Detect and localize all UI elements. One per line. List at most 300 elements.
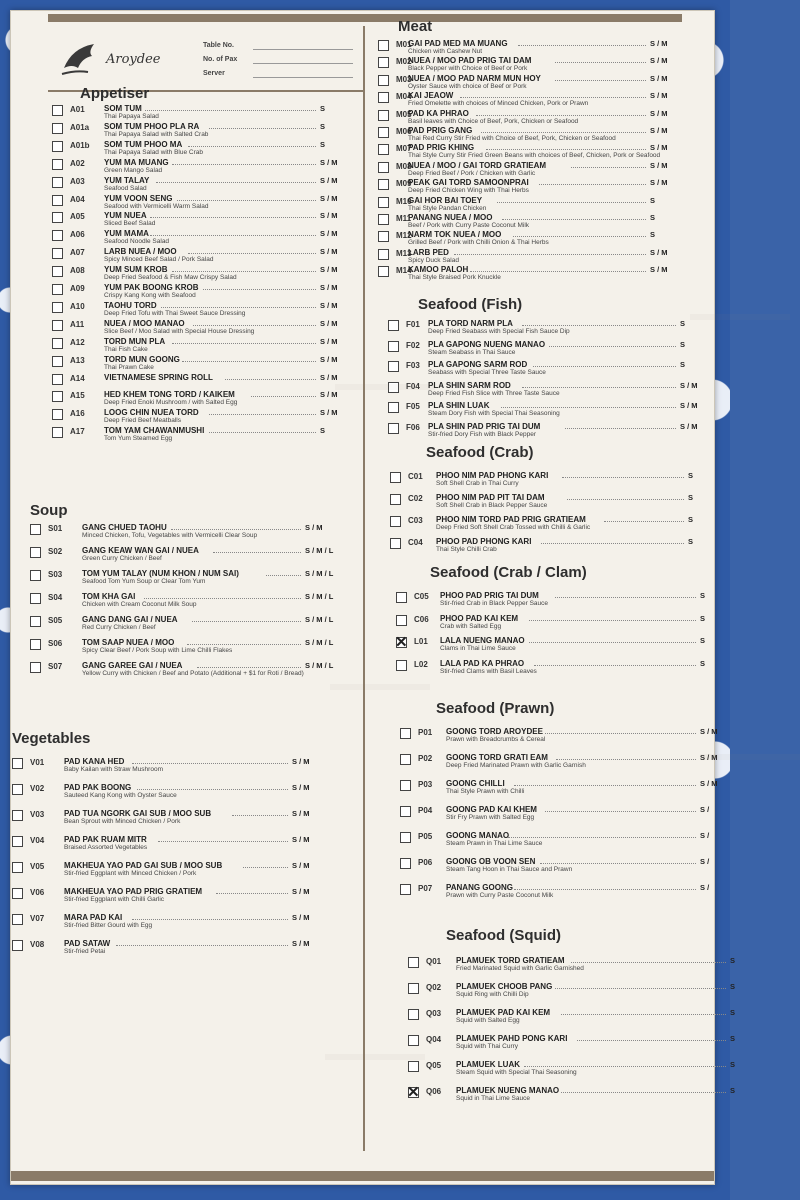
item-name: GANG CHUED TAOHU: [82, 523, 167, 532]
menu-item[interactable]: [52, 300, 338, 318]
item-checkbox[interactable]: [52, 195, 63, 206]
item-checkbox[interactable]: [396, 592, 407, 603]
item-price-sizes: S: [320, 104, 326, 113]
item-description: Crab with Salted Egg: [440, 622, 502, 630]
item-name: PLA SHIN PAD PRIG TAI DUM: [428, 422, 541, 431]
item-checkbox[interactable]: [388, 423, 399, 434]
item-code: A01a: [70, 122, 90, 132]
item-price-sizes: S: [320, 426, 326, 436]
dotted-leader: [529, 642, 696, 643]
menu-item[interactable]: [408, 1033, 736, 1051]
item-price-sizes: S: [650, 230, 656, 240]
menu-item[interactable]: [30, 568, 334, 586]
item-code: F04: [406, 381, 420, 391]
item-name: PHOO PAD PRIG TAI DUM: [440, 591, 539, 600]
item-code: M06: [396, 127, 412, 136]
dotted-leader: [188, 253, 317, 254]
menu-item[interactable]: [396, 635, 714, 653]
item-price-sizes: S: [650, 195, 656, 205]
dotted-leader: [567, 499, 684, 500]
item-price-sizes: S: [680, 339, 686, 349]
item-code: C01: [408, 472, 423, 481]
menu-item[interactable]: [30, 522, 323, 540]
item-description: Soft Shell Crab in Black Pepper Sauce: [436, 502, 548, 509]
item-price-sizes: S / M / L: [305, 615, 334, 624]
dotted-leader: [604, 521, 684, 522]
server-label: Server: [203, 70, 225, 77]
item-price-sizes: S /: [700, 883, 710, 892]
item-description: Green Mango Salad: [104, 166, 163, 174]
menu-item[interactable]: [378, 229, 664, 247]
menu-item[interactable]: [52, 175, 338, 193]
item-checkbox[interactable]: [388, 320, 399, 331]
item-price-sizes: S / M / L: [305, 661, 334, 670]
item-name: PHOO NIM PAD PIT TAI DAM: [436, 493, 545, 502]
item-name: GOONG TORD GRATI EAM: [446, 753, 548, 762]
dotted-leader: [555, 597, 696, 598]
item-checkbox[interactable]: [396, 637, 407, 648]
item-checkbox[interactable]: [408, 983, 419, 994]
pax-field[interactable]: [253, 63, 353, 64]
item-description: Grilled Beef / Pork with Chilli Onion & Thai Herbs: [408, 239, 549, 247]
menu-item[interactable]: [30, 591, 334, 609]
item-price-sizes: S / M: [320, 318, 338, 328]
item-price-sizes: S / M: [292, 835, 310, 844]
item-code: S02: [48, 547, 63, 556]
item-code: F06: [406, 423, 420, 432]
menu-item[interactable]: [378, 195, 664, 213]
item-description: Steam Tang Hoon in Thai Sauce and Prawn: [446, 866, 573, 873]
dotted-leader: [481, 132, 646, 133]
item-name: SOM TUM PHOO MA: [104, 139, 183, 149]
item-price-sizes: S: [688, 493, 694, 502]
item-price-sizes: S / M: [650, 126, 668, 135]
dotted-leader: [192, 621, 301, 622]
dotted-leader: [540, 863, 696, 864]
menu-item[interactable]: [408, 981, 736, 999]
item-checkbox[interactable]: [378, 179, 389, 190]
item-checkbox[interactable]: [30, 570, 41, 581]
item-description: Squid in Thai Lime Sauce: [456, 1095, 530, 1102]
item-name: YUM MA MUANG: [104, 157, 169, 167]
item-code: M07: [396, 144, 412, 154]
item-description: Sliced Beef Salad: [104, 220, 156, 228]
item-checkbox[interactable]: [52, 302, 63, 313]
item-name: PLAMUEK LUAK: [456, 1060, 520, 1069]
item-checkbox[interactable]: [390, 472, 401, 483]
menu-item[interactable]: [378, 264, 668, 282]
item-name: PLA GAPONG NUENG MANAO: [428, 339, 546, 349]
item-name: PANANG NUEA / MOO: [408, 213, 493, 222]
item-price-sizes: S: [680, 319, 686, 328]
item-code: A12: [70, 337, 85, 347]
menu-item[interactable]: [52, 407, 338, 425]
item-price-sizes: S / M: [320, 211, 338, 221]
menu-item[interactable]: [378, 142, 668, 160]
menu-item[interactable]: [378, 108, 668, 126]
menu-item[interactable]: [396, 658, 714, 676]
menu-item[interactable]: [388, 318, 694, 336]
item-checkbox[interactable]: [390, 538, 401, 549]
item-price-sizes: S / M: [650, 247, 668, 257]
watermark: [335, 381, 435, 391]
item-checkbox[interactable]: [378, 214, 389, 225]
item-checkbox[interactable]: [396, 660, 407, 671]
menu-item[interactable]: [378, 125, 668, 143]
item-code: A14: [70, 373, 85, 383]
item-code: Q06: [426, 1087, 442, 1096]
item-description: Thai Red Curry Stir Fried with Choice of Beef, Pork, Chicken or Seafood: [408, 135, 616, 142]
item-code: Q04: [426, 1035, 442, 1044]
bird-logo-icon: [58, 38, 106, 78]
item-checkbox[interactable]: [30, 662, 41, 673]
menu-item[interactable]: [52, 157, 338, 175]
item-checkbox[interactable]: [408, 1035, 419, 1046]
menu-item[interactable]: [12, 912, 310, 930]
menu-item[interactable]: [52, 389, 338, 407]
item-name: TOM YUM TALAY (NUM KHON / NUM SAI): [82, 569, 239, 578]
item-code: A03: [70, 176, 85, 186]
menu-item[interactable]: [388, 359, 694, 377]
item-checkbox[interactable]: [30, 524, 41, 535]
dotted-leader: [476, 115, 646, 116]
item-name: TOM SAAP NUEA / MOO: [82, 638, 175, 647]
menu-item[interactable]: [52, 103, 334, 121]
table-no-field[interactable]: [253, 49, 353, 50]
item-checkbox[interactable]: [52, 374, 63, 385]
item-checkbox[interactable]: [52, 123, 63, 134]
item-checkbox[interactable]: [52, 141, 63, 152]
item-description: Braised Assorted Vegetables: [64, 844, 148, 851]
item-checkbox[interactable]: [12, 784, 23, 795]
menu-item[interactable]: [400, 882, 714, 900]
item-description: Crispy Kang Kong with Seafood: [104, 292, 196, 299]
table-no-label: Table No.: [203, 42, 234, 49]
item-checkbox[interactable]: [378, 266, 389, 277]
item-description: Squid with Salted Egg: [456, 1017, 520, 1024]
watermark: [700, 754, 800, 760]
item-price-sizes: S / M: [320, 390, 338, 400]
menu-item[interactable]: [12, 834, 310, 852]
menu-item[interactable]: [400, 778, 718, 796]
item-code: F02: [406, 340, 420, 350]
order-header: [48, 30, 363, 92]
item-checkbox[interactable]: [378, 197, 389, 208]
item-name: MAKHEUA YAO PAD PRIG GRATIEM: [64, 887, 203, 896]
dotted-leader: [158, 841, 288, 842]
menu-item[interactable]: [52, 193, 338, 211]
item-checkbox[interactable]: [378, 162, 389, 173]
item-checkbox[interactable]: [388, 361, 399, 372]
item-checkbox[interactable]: [12, 758, 23, 769]
dotted-leader: [534, 665, 696, 666]
item-name: GANG DANG GAI / NUEA: [82, 615, 178, 624]
item-code: P05: [418, 832, 433, 841]
menu-item[interactable]: [390, 470, 702, 488]
item-name: PAD PRIG GANG: [408, 126, 473, 135]
item-name: PHOO PAD KAI KEM: [440, 613, 519, 623]
dotted-leader: [460, 97, 646, 98]
menu-item[interactable]: [12, 860, 310, 878]
item-checkbox[interactable]: [52, 338, 63, 349]
item-price-sizes: S / M / L: [305, 638, 334, 647]
item-name: PAD PRIG KHING: [408, 143, 475, 153]
item-name: NUEA / MOO / GAI TORD GRATIEAM: [408, 160, 547, 170]
item-price-sizes: S: [688, 515, 694, 524]
menu-item[interactable]: [52, 246, 338, 264]
item-checkbox[interactable]: [378, 127, 389, 138]
item-name: NARM TOK NUEA / MOO: [408, 230, 502, 240]
menu-item[interactable]: [52, 425, 334, 443]
item-name: LALA PAD KA PHRAO: [440, 658, 525, 668]
menu-item[interactable]: [408, 1059, 736, 1077]
dotted-leader: [266, 575, 301, 576]
menu-item[interactable]: [30, 614, 334, 632]
item-price-sizes: S / M: [650, 73, 668, 83]
dotted-leader: [501, 407, 676, 408]
menu-item[interactable]: [12, 886, 310, 904]
item-code: F01: [406, 320, 420, 329]
item-checkbox[interactable]: [52, 266, 63, 277]
item-checkbox[interactable]: [400, 858, 411, 869]
item-checkbox[interactable]: [400, 780, 411, 791]
item-price-sizes: S / M / L: [305, 569, 334, 578]
menu-item[interactable]: [390, 536, 702, 554]
item-checkbox[interactable]: [52, 320, 63, 331]
item-checkbox[interactable]: [378, 57, 389, 68]
item-name: TAOHU TORD: [104, 300, 157, 310]
dotted-leader: [533, 366, 676, 367]
item-name: SOM TUM: [104, 104, 142, 113]
item-name: GOONG OB VOON SEN: [446, 857, 536, 866]
item-checkbox[interactable]: [52, 212, 63, 223]
item-price-sizes: S / M: [305, 523, 323, 532]
item-checkbox[interactable]: [378, 231, 389, 242]
item-checkbox[interactable]: [52, 391, 63, 402]
item-code: L02: [414, 659, 428, 669]
item-description: Prawn with Curry Paste Coconut Milk: [446, 892, 554, 899]
item-description: Beef / Pork with Curry Paste Coconut Milk: [408, 222, 530, 229]
item-checkbox[interactable]: [408, 1061, 419, 1072]
item-price-sizes: S: [688, 471, 694, 480]
dotted-leader: [197, 667, 301, 668]
item-price-sizes: S: [700, 591, 706, 600]
item-checkbox[interactable]: [12, 810, 23, 821]
menu-item[interactable]: [52, 210, 338, 228]
menu-item[interactable]: [400, 856, 714, 874]
item-name: PANANG GOONG: [446, 883, 513, 892]
item-checkbox[interactable]: [388, 402, 399, 413]
menu-item[interactable]: [390, 514, 702, 532]
menu-item[interactable]: [12, 782, 310, 800]
item-name: TORD MUN GOONG: [104, 354, 180, 364]
menu-item[interactable]: [378, 247, 668, 265]
dotted-leader: [209, 414, 316, 415]
item-checkbox[interactable]: [52, 284, 63, 295]
item-description: Sauteed Kang Kong with Oyster Sauce: [64, 792, 177, 799]
item-checkbox[interactable]: [408, 1009, 419, 1020]
menu-item[interactable]: [378, 38, 668, 56]
item-code: P06: [418, 858, 433, 867]
item-checkbox[interactable]: [30, 593, 41, 604]
item-code: C04: [408, 538, 423, 547]
menu-item[interactable]: [378, 160, 668, 178]
menu-item[interactable]: [400, 752, 718, 770]
item-checkbox[interactable]: [12, 888, 23, 899]
item-code: A16: [70, 409, 85, 419]
item-checkbox[interactable]: [400, 806, 411, 817]
item-checkbox[interactable]: [378, 144, 389, 155]
dotted-leader: [137, 789, 288, 790]
item-checkbox[interactable]: [378, 92, 389, 103]
menu-item[interactable]: [396, 590, 714, 608]
menu-item[interactable]: [12, 938, 310, 956]
menu-item[interactable]: [378, 212, 664, 230]
menu-item[interactable]: [378, 177, 668, 195]
item-checkbox[interactable]: [408, 1087, 419, 1098]
item-checkbox[interactable]: [390, 516, 401, 527]
item-description: Thai Style Braised Pork Knuckle: [408, 274, 501, 282]
menu-item[interactable]: [30, 545, 334, 563]
item-description: Thai Style Pandan Chicken: [408, 204, 487, 212]
menu-item[interactable]: [30, 660, 334, 678]
item-checkbox[interactable]: [12, 914, 23, 925]
item-price-sizes: S / M: [320, 336, 338, 346]
menu-item[interactable]: [400, 726, 718, 744]
menu-item[interactable]: [52, 354, 338, 372]
item-code: V04: [30, 836, 45, 845]
item-checkbox[interactable]: [52, 427, 63, 438]
item-price-sizes: S: [650, 213, 656, 222]
dotted-leader: [209, 432, 316, 433]
item-code: S07: [48, 662, 63, 671]
item-code: Q05: [426, 1061, 442, 1070]
item-code: A04: [70, 194, 85, 204]
item-checkbox[interactable]: [400, 754, 411, 765]
menu-item[interactable]: [388, 421, 698, 439]
item-price-sizes: S: [320, 139, 326, 149]
menu-item[interactable]: [408, 1085, 736, 1103]
dotted-leader: [225, 379, 316, 380]
item-checkbox[interactable]: [390, 494, 401, 505]
item-code: S05: [48, 616, 63, 625]
item-name: YUM TALAY: [104, 175, 150, 185]
item-description: Deep Fried Fish Slice with Three Taste Sauce: [428, 389, 560, 397]
menu-item[interactable]: [378, 90, 668, 108]
item-description: Thai Style Prawn with Chilli: [446, 788, 525, 795]
menu-item[interactable]: [52, 139, 334, 157]
item-price-sizes: S / M: [292, 809, 310, 818]
menu-item[interactable]: [12, 808, 310, 826]
item-code: S04: [48, 593, 63, 602]
item-name: NUEA / MOO MANAO: [104, 318, 185, 328]
item-code: C03: [408, 516, 423, 525]
item-checkbox[interactable]: [408, 957, 419, 968]
item-name: GOONG CHILLI: [446, 779, 505, 788]
server-field[interactable]: [253, 77, 353, 78]
item-code: F05: [406, 402, 420, 412]
menu-item[interactable]: [30, 637, 334, 655]
item-checkbox[interactable]: [400, 884, 411, 895]
item-name: PAD KANA HED: [64, 757, 125, 766]
item-code: M05: [396, 109, 412, 119]
menu-item[interactable]: [400, 804, 714, 822]
item-code: C02: [408, 494, 423, 503]
menu-item[interactable]: [378, 55, 668, 73]
item-checkbox[interactable]: [52, 177, 63, 188]
menu-item[interactable]: [52, 264, 338, 282]
dotted-leader: [232, 815, 288, 816]
item-name: PAD PAK BOONG: [64, 783, 132, 792]
menu-item[interactable]: [52, 282, 338, 300]
item-checkbox[interactable]: [52, 159, 63, 170]
menu-item[interactable]: [52, 318, 338, 336]
menu-item[interactable]: [12, 756, 310, 774]
item-checkbox[interactable]: [378, 75, 389, 86]
item-checkbox[interactable]: [378, 249, 389, 260]
item-checkbox[interactable]: [12, 862, 23, 873]
menu-item[interactable]: [52, 336, 338, 354]
item-description: Thai Prawn Cake: [104, 363, 154, 371]
item-checkbox[interactable]: [396, 615, 407, 626]
item-checkbox[interactable]: [30, 616, 41, 627]
item-name: YUM NUEA: [104, 211, 147, 221]
section-title: Seafood (Crab / Clam): [430, 564, 587, 581]
item-price-sizes: S / M: [320, 157, 338, 167]
menu-item[interactable]: [52, 121, 334, 139]
item-checkbox[interactable]: [52, 248, 63, 259]
menu-item[interactable]: [52, 372, 338, 390]
item-checkbox[interactable]: [12, 940, 23, 951]
item-checkbox[interactable]: [378, 40, 389, 51]
item-checkbox[interactable]: [52, 105, 63, 116]
item-code: V06: [30, 888, 45, 897]
item-checkbox[interactable]: [400, 728, 411, 739]
item-name: YUM MAMA: [104, 229, 149, 239]
item-description: Stir-fried Petai: [64, 948, 106, 955]
item-checkbox[interactable]: [12, 836, 23, 847]
item-checkbox[interactable]: [52, 409, 63, 420]
item-price-sizes: S: [700, 613, 706, 623]
menu-item[interactable]: [400, 830, 714, 848]
menu-item[interactable]: [396, 613, 714, 631]
item-checkbox[interactable]: [400, 832, 411, 843]
menu-item[interactable]: [378, 73, 668, 91]
item-checkbox[interactable]: [52, 356, 63, 367]
menu-item[interactable]: [388, 339, 694, 357]
item-description: Steam Dory Fish with Special Thai Seasoning: [428, 410, 560, 418]
menu-item[interactable]: [388, 400, 698, 418]
item-description: Deep Fried Chicken Wing with Thai Herbs: [408, 187, 529, 195]
menu-item[interactable]: [408, 955, 736, 973]
item-code: A02: [70, 158, 85, 168]
item-code: M08: [396, 161, 412, 171]
item-checkbox[interactable]: [52, 230, 63, 241]
menu-item[interactable]: [408, 1007, 736, 1025]
item-name: LARB NUEA / MOO: [104, 247, 177, 257]
dotted-leader: [213, 552, 301, 553]
item-checkbox[interactable]: [30, 639, 41, 650]
menu-item[interactable]: [52, 228, 338, 246]
dotted-leader: [562, 477, 684, 478]
item-description: Baby Kailan with Straw Mushroom: [64, 766, 163, 773]
item-checkbox[interactable]: [388, 341, 399, 352]
item-checkbox[interactable]: [378, 110, 389, 121]
item-checkbox[interactable]: [30, 547, 41, 558]
item-code: A15: [70, 391, 85, 401]
item-description: Green Curry Chicken / Beef: [82, 555, 162, 562]
menu-item[interactable]: [390, 492, 702, 510]
